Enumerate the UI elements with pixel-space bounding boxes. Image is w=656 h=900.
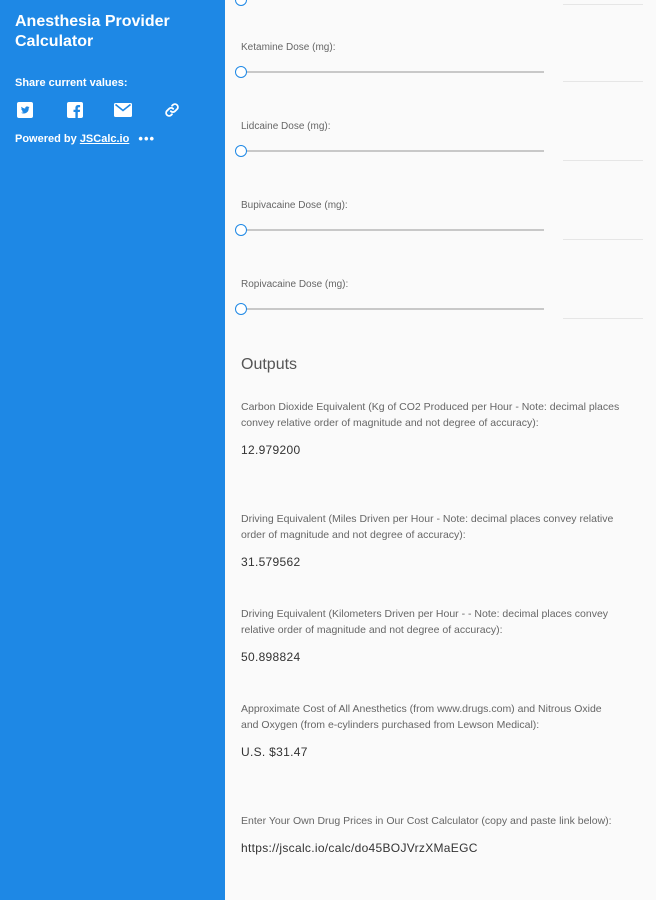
ketamine-dose-field[interactable]	[563, 68, 643, 82]
ropivacaine-dose-field[interactable]	[563, 305, 643, 319]
ketamine-label: Ketamine Dose (mg):	[241, 42, 336, 53]
cost-output	[241, 701, 621, 759]
bupivacaine-slider	[241, 200, 651, 240]
co2-equivalent-label: Carbon Dioxide Equivalent (Kg of CO2 Produced per Hour - Note: decimal places convey relative order of magnitude and not degree of accuracy):	[241, 401, 620, 429]
jscalc-link[interactable]: JSCalc.io	[79, 133, 130, 145]
twitter-icon[interactable]	[16, 101, 34, 119]
powered-by	[15, 131, 155, 146]
bupivacaine-slider-thumb[interactable]	[235, 224, 247, 236]
bupivacaine-dose-field[interactable]	[563, 226, 643, 240]
sidebar	[0, 0, 225, 900]
custom-price-link-output	[241, 813, 621, 855]
lidocaine-dose-field[interactable]	[563, 147, 643, 161]
custom-price-link-label: Enter Your Own Drug Prices in Our Cost Calculator (copy and paste link below):	[241, 815, 612, 827]
miles-equivalent-output	[241, 511, 621, 569]
km-equivalent-value: 50.898824	[241, 650, 301, 664]
km-equivalent-output	[241, 606, 621, 664]
cost-value: U.S. $31.47	[241, 745, 308, 759]
email-icon[interactable]	[114, 101, 132, 119]
slider-partial	[241, 0, 651, 8]
lidocaine-label: Lidcaine Dose (mg):	[241, 121, 331, 132]
ropivacaine-slider-thumb[interactable]	[235, 303, 247, 315]
bupivacaine-slider-track[interactable]	[241, 229, 544, 231]
ketamine-slider	[241, 42, 651, 82]
cost-label: Approximate Cost of All Anesthetics (from www.drugs.com) and Nitrous Oxide and Oxygen (from e-cylinders purchased from Lewson Medical):	[241, 703, 602, 731]
ropivacaine-slider-track[interactable]	[241, 308, 544, 310]
bupivacaine-label: Bupivacaine Dose (mg):	[241, 200, 348, 211]
miles-equivalent-label: Driving Equivalent (Miles Driven per Hour - Note: decimal places convey relative order of magnitude and not degree of accuracy):	[241, 513, 614, 541]
lidocaine-slider	[241, 121, 651, 161]
powered-by-label: Powered by	[15, 133, 77, 145]
facebook-icon[interactable]	[66, 101, 84, 119]
share-label: Share current values:	[15, 77, 128, 89]
miles-equivalent-value: 31.579562	[241, 555, 301, 569]
link-icon[interactable]	[163, 101, 181, 119]
co2-equivalent-output	[241, 399, 621, 457]
ketamine-slider-track[interactable]	[241, 71, 544, 73]
input-underline-partial	[563, 4, 643, 5]
lidocaine-slider-track[interactable]	[241, 150, 544, 152]
custom-price-link-value[interactable]: https://jscalc.io/calc/do45BOJVrzXMaEGC	[241, 841, 478, 855]
ketamine-slider-thumb[interactable]	[235, 66, 247, 78]
slider-track-partial[interactable]	[241, 0, 544, 1]
slider-thumb-partial[interactable]	[235, 0, 247, 6]
outputs-heading: Outputs	[241, 356, 298, 373]
ropivacaine-slider	[241, 279, 651, 319]
co2-equivalent-value: 12.979200	[241, 443, 301, 457]
ropivacaine-label: Ropivacaine Dose (mg):	[241, 279, 349, 290]
lidocaine-slider-thumb[interactable]	[235, 145, 247, 157]
km-equivalent-label: Driving Equivalent (Kilometers Driven per Hour - - Note: decimal places convey relative order of magnitude and not degree of accuracy):	[241, 608, 609, 636]
more-options-icon[interactable]: •••	[138, 131, 156, 146]
app-title: Anesthesia Provider Calculator	[15, 13, 170, 50]
